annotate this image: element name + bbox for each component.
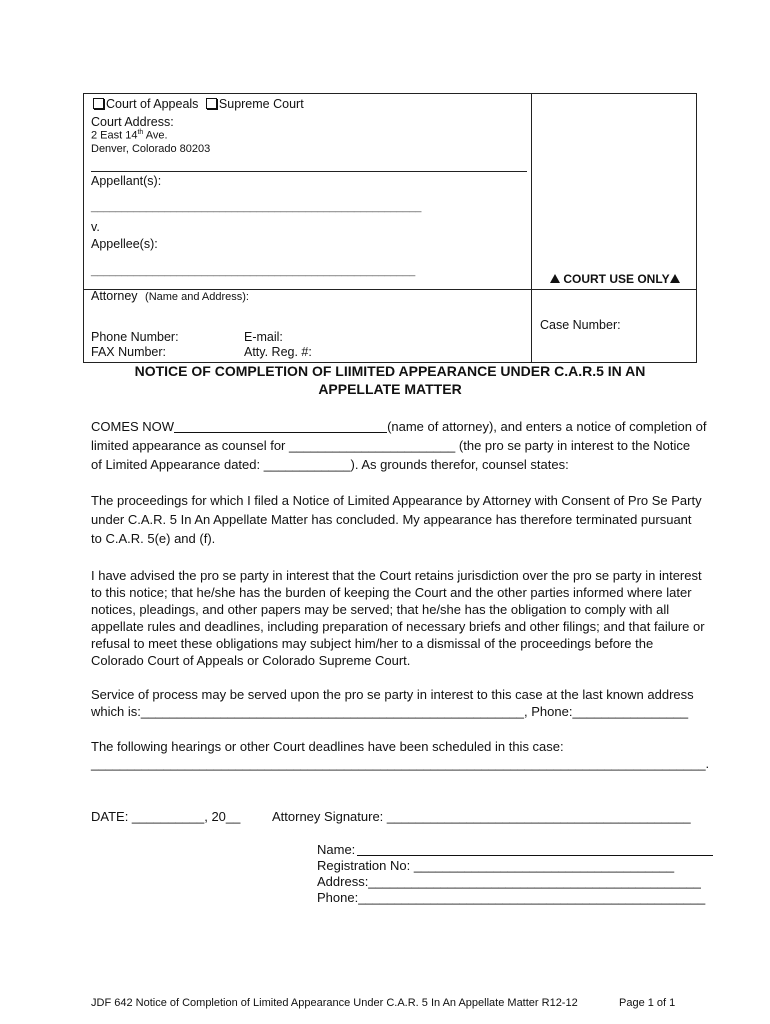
court-of-appeals-label: Court of Appeals — [106, 97, 199, 111]
paragraph-proceedings-line2: under C.A.R. 5 In An Appellate Matter has concluded. My appearance has therefore terminated pursuant — [91, 512, 692, 527]
paragraph-advised-line5: refusal to meet these obligations may subject him/her to a dismissal of the proceedings before the — [91, 636, 654, 651]
fax-number-label: FAX Number: — [91, 345, 167, 359]
paragraph-advised-line2: to this notice; that he/she has the burden of keeping the Court and the other parties informed where later — [91, 585, 692, 600]
appellants-field[interactable]: ______________________________________________________ — [91, 201, 422, 213]
court-use-only: COURT USE ONLY — [550, 272, 680, 286]
email-label: E-mail: — [244, 330, 283, 344]
attorney-signature-field[interactable]: Attorney Signature: __________________________________________ — [272, 809, 691, 824]
court-address-label: Court Address: — [91, 115, 174, 129]
registration-field[interactable]: Registration No: ____________________________________ — [317, 858, 675, 873]
appellants-label: Appellant(s): — [91, 174, 162, 188]
paragraph-proceedings-line3: to C.A.R. 5(e) and (f). — [91, 531, 216, 546]
versus-label: v. — [91, 220, 100, 234]
court-of-appeals-checkbox[interactable] — [93, 98, 104, 109]
appellees-label: Appellee(s): — [91, 237, 158, 251]
paragraph-proceedings-line1: The proceedings for which I filed a Notice of Limited Appearance by Attorney with Consent of Pro Se Party — [91, 493, 702, 508]
case-divider — [531, 289, 697, 290]
court-checkboxes — [93, 97, 304, 111]
paragraph-hearings-line1: The following hearings or other Court deadlines have been scheduled in this case: — [91, 739, 564, 754]
phone-field[interactable]: Phone:________________________________________________ — [317, 890, 706, 905]
court-address-line1: 2 East 14th Ave. — [91, 129, 168, 142]
attorney-label: Attorney (Name and Address): — [91, 289, 249, 303]
notice-title-line1: NOTICE OF COMPLETION OF LIIMITED APPEARANCE UNDER C.A.R.5 IN AN — [134, 363, 646, 379]
footer-page-number: Page 1 of 1 — [619, 997, 676, 1009]
name-field[interactable] — [317, 842, 713, 857]
attorney-name-field[interactable] — [174, 419, 387, 433]
triangle-up-icon — [550, 274, 560, 283]
paragraph-service-line2[interactable]: which is:_____________________________________________________, Phone:________________ — [91, 704, 689, 719]
atty-reg-label: Atty. Reg. #: — [244, 345, 312, 359]
name-label: Name: — [317, 842, 356, 857]
case-number-label: Case Number: — [540, 318, 621, 332]
caption-divider — [531, 94, 532, 289]
caption-divider-lower — [531, 289, 532, 362]
paragraph-comes-now: COMES NOW (name of attorney), and enters a notice of completion of — [91, 419, 707, 434]
date-field[interactable]: DATE: __________, 20__ — [91, 809, 241, 824]
paragraph-advised-line1: I have advised the pro se party in interest that the Court retains jurisdiction over the pro se party in interest — [91, 568, 702, 583]
supreme-court-checkbox[interactable] — [206, 98, 217, 109]
supreme-court-label: Supreme Court — [218, 97, 304, 111]
court-address-line2: Denver, Colorado 80203 — [91, 143, 211, 155]
address-field[interactable]: Address:______________________________________________ — [317, 874, 701, 889]
appellees-field[interactable]: _____________________________________________________ — [91, 265, 416, 277]
paragraph-advised-line6: Colorado Court of Appeals or Colorado Supreme Court. — [91, 653, 411, 668]
address-rule — [91, 171, 527, 172]
phone-number-label: Phone Number: — [91, 330, 179, 344]
paragraph-service-line1: Service of process may be served upon the pro se party in interest to this case at the last known address — [91, 687, 694, 702]
paragraph-advised-line4: appellate rules and deadlines, including preparation of necessary briefs and other filings; and that failure or — [91, 619, 705, 634]
paragraph-advised-line3: notices, pleadings, and other papers may be served; that he/she has the obligation to comply with all — [91, 602, 670, 617]
footer-form-id: JDF 642 Notice of Completion of Limited Appearance Under C.A.R. 5 In An Appellate Matter R12-12 — [91, 997, 578, 1009]
hearings-field[interactable]: _____________________________________________________________________________________. — [91, 756, 710, 771]
attorney-sublabel: (Name and Address): — [145, 291, 249, 303]
notice-title-line2: APPELLATE MATTER — [318, 381, 462, 397]
paragraph-comes-now-line2: limited appearance as counsel for _______________________ (the pro se party in interest to the Notice — [91, 438, 691, 453]
triangle-up-icon — [670, 274, 680, 283]
paragraph-comes-now-line3: of Limited Appearance dated: ____________). As grounds therefor, counsel states: — [91, 457, 569, 472]
